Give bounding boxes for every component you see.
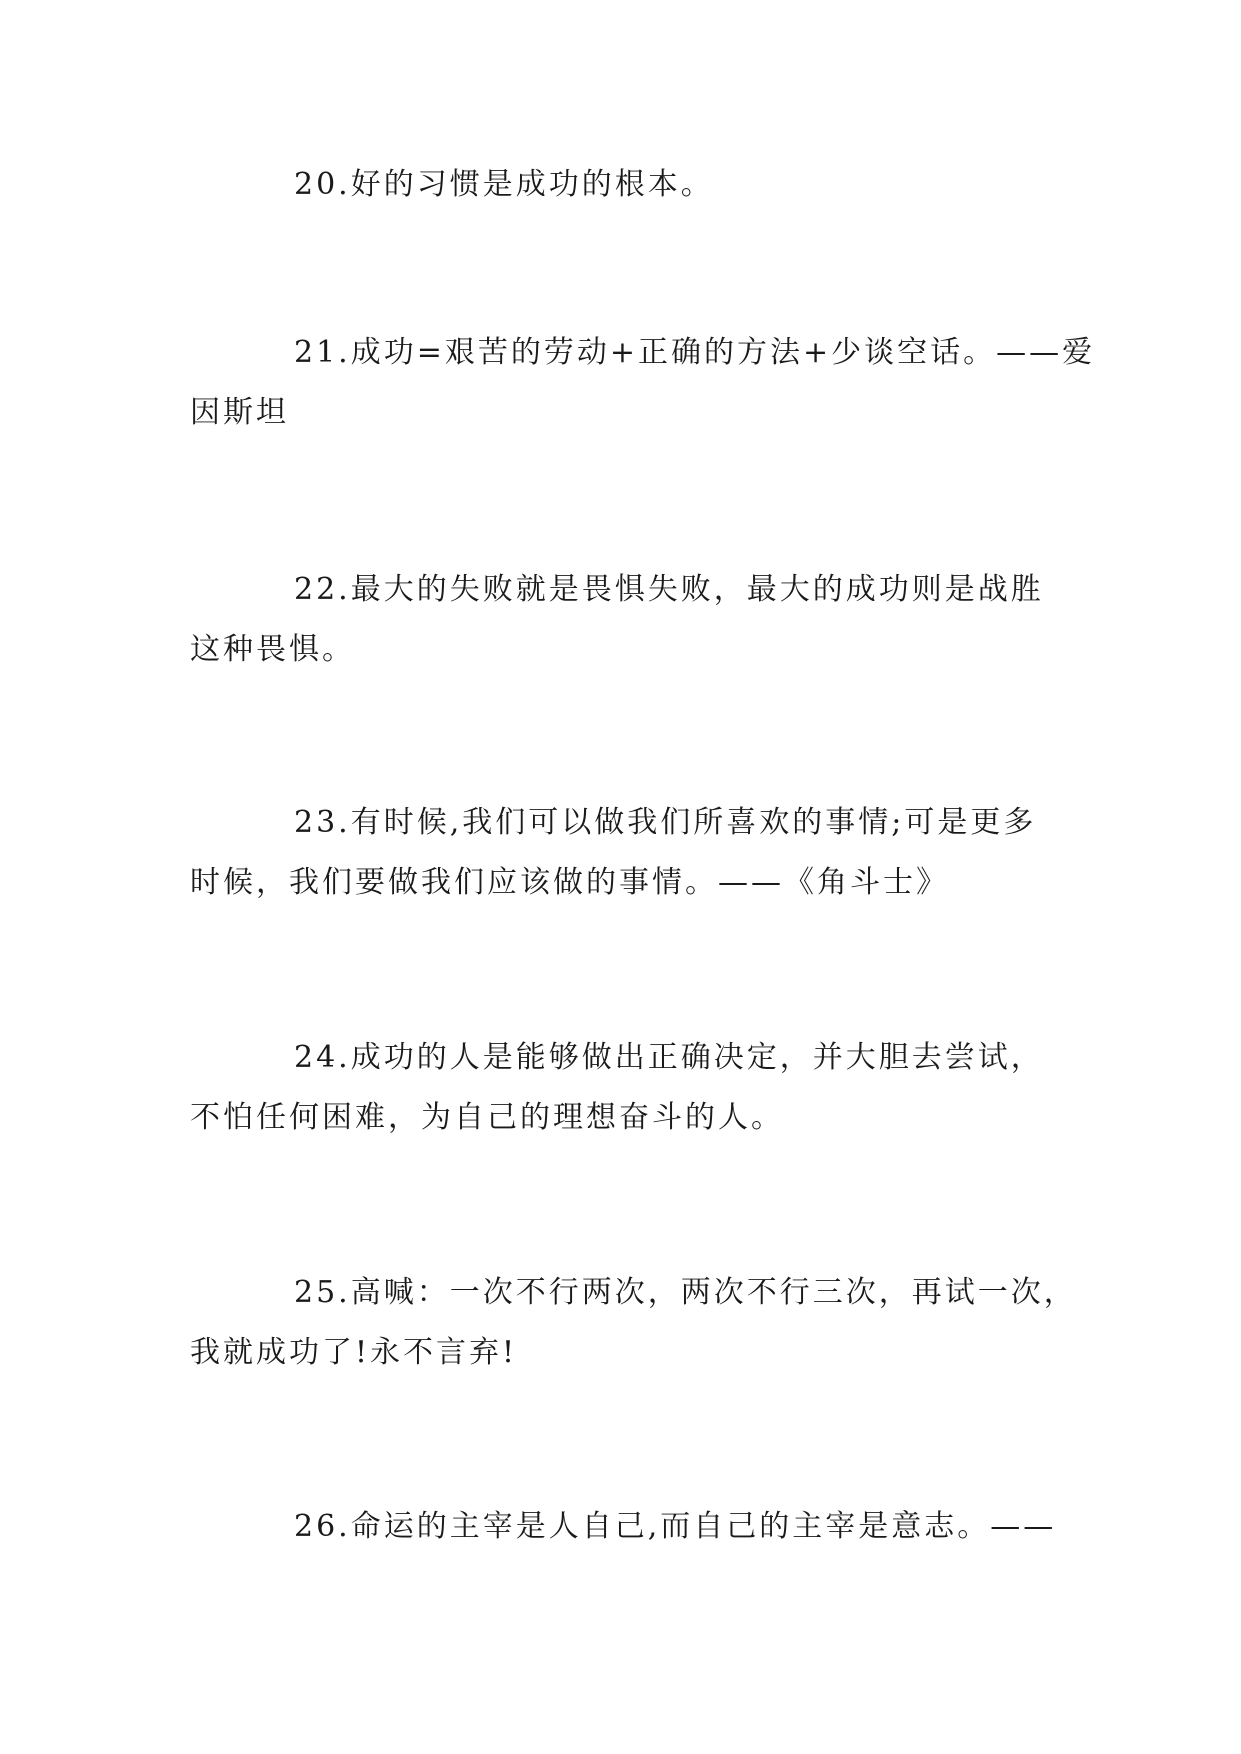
quote-paragraph-21 [190,323,1096,443]
paragraph-line: 20.好的习惯是成功的根本。 [294,167,714,202]
paragraph-line: 25.高喊：一次不行两次，两次不行三次，再试一次， [294,1275,1077,1310]
paragraph-line: 这种畏惧。 [190,632,355,667]
quote-paragraph-23 [190,793,1060,913]
quote-paragraph-26 [190,1497,1060,1557]
paragraph-line: 24.成功的人是能够做出正确决定，并大胆去尝试， [294,1040,1044,1075]
quote-paragraph-24 [190,1028,1060,1148]
paragraph-line: 21.成功=艰苦的劳动+正确的方法+少谈空话。——爱 [294,335,1096,370]
paragraph-line: 因斯坦 [190,395,289,430]
paragraph-line: 26.命运的主宰是人自己,而自己的主宰是意志。—— [294,1509,1057,1544]
paragraph-line: 23.有时候,我们可以做我们所喜欢的事情;可是更多 [294,805,1037,840]
paragraph-line: 不怕任何困难，为自己的理想奋斗的人。 [190,1100,784,1135]
quote-paragraph-25 [190,1263,1077,1383]
quote-paragraph-22 [190,560,1060,680]
quote-paragraph-20 [190,155,1060,215]
paragraph-line: 我就成功了!永不言弃! [190,1335,518,1370]
paragraph-line: 22.最大的失败就是畏惧失败，最大的成功则是战胜 [294,572,1044,607]
paragraph-line: 时候，我们要做我们应该做的事情。——《角斗士》 [190,865,949,900]
